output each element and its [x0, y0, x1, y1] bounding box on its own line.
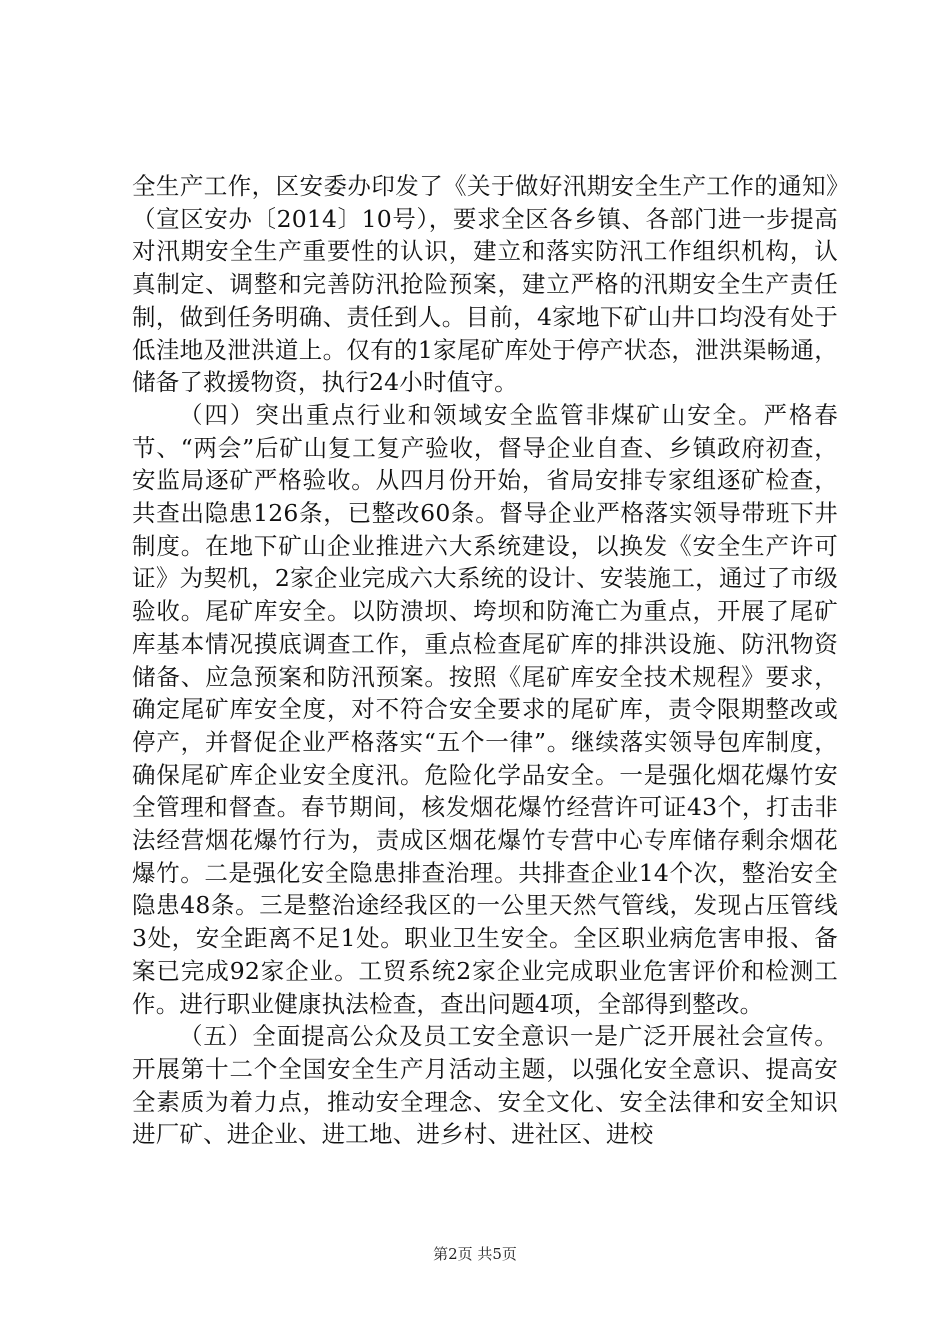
- paragraph-continuation: 全生产工作，区安委办印发了《关于做好汛期安全生产工作的通知》（宣区安办〔2014〕10号），要求全区各乡镇、各部门进一步提高对汛期安全生产重要性的认识，建立和落实防汛工作组织机构，认真制定、调整和完善防汛抢险预案，建立严格的汛期安全生产责任制，做到任务明确、责任到人。目前，4家地下矿山井口均没有处于低洼地及泄洪道上。仅有的1家尾矿库处于停产状态，泄洪渠畅通，储备了救援物资，执行24小时值守。: [132, 172, 838, 397]
- page-number-footer: 第2页 共5页: [433, 1245, 517, 1263]
- paragraph-section-5: （五）全面提高公众及员工安全意识一是广泛开展社会宣传。开展第十二个全国安全生产月活动主题，以强化安全意识、提高安全素质为着力点，推动安全理念、安全文化、安全法律和安全知识进厂矿、进企业、进工地、进乡村、进社区、进校: [132, 1022, 838, 1149]
- document-body: [132, 170, 838, 1151]
- paragraph-section-4: （四）突出重点行业和领域安全监管非煤矿山安全。严格春节、“两会”后矿山复工复产验收，督导企业自查、乡镇政府初查，安监局逐矿严格验收。从四月份开始，省局安排专家组逐矿检查，共查出隐患126条，已整改60条。督导企业严格落实领导带班下井制度。在地下矿山企业推进六大系统建设，以换发《安全生产许可证》为契机，2家企业完成六大系统的设计、安装施工，通过了市级验收。尾矿库安全。以防溃坝、垮坝和防淹亡为重点，开展了尾矿库基本情况摸底调查工作，重点检查尾矿库的排洪设施、防汛物资储备、应急预案和防汛预案。按照《尾矿库安全技术规程》要求，确定尾矿库安全度，对不符合安全要求的尾矿库，责令限期整改或停产，并督促企业严格落实“五个一律”。继续落实领导包库制度，确保尾矿库企业安全度汛。危险化学品安全。一是强化烟花爆竹安全管理和督查。春节期间，核发烟花爆竹经营许可证43个，打击非法经营烟花爆竹行为，责成区烟花爆竹专营中心专库储存剩余烟花爆竹。二是强化安全隐患排查治理。共排查企业14个次，整治安全隐患48条。三是整治途经我区的一公里天然气管线，发现占压管线3处，安全距离不足1处。职业卫生安全。全区职业病危害申报、备案已完成92家企业。工贸系统2家企业完成职业危害评价和检测工作。进行职业健康执法检查，查出问题4项，全部得到整改。: [132, 400, 838, 1018]
